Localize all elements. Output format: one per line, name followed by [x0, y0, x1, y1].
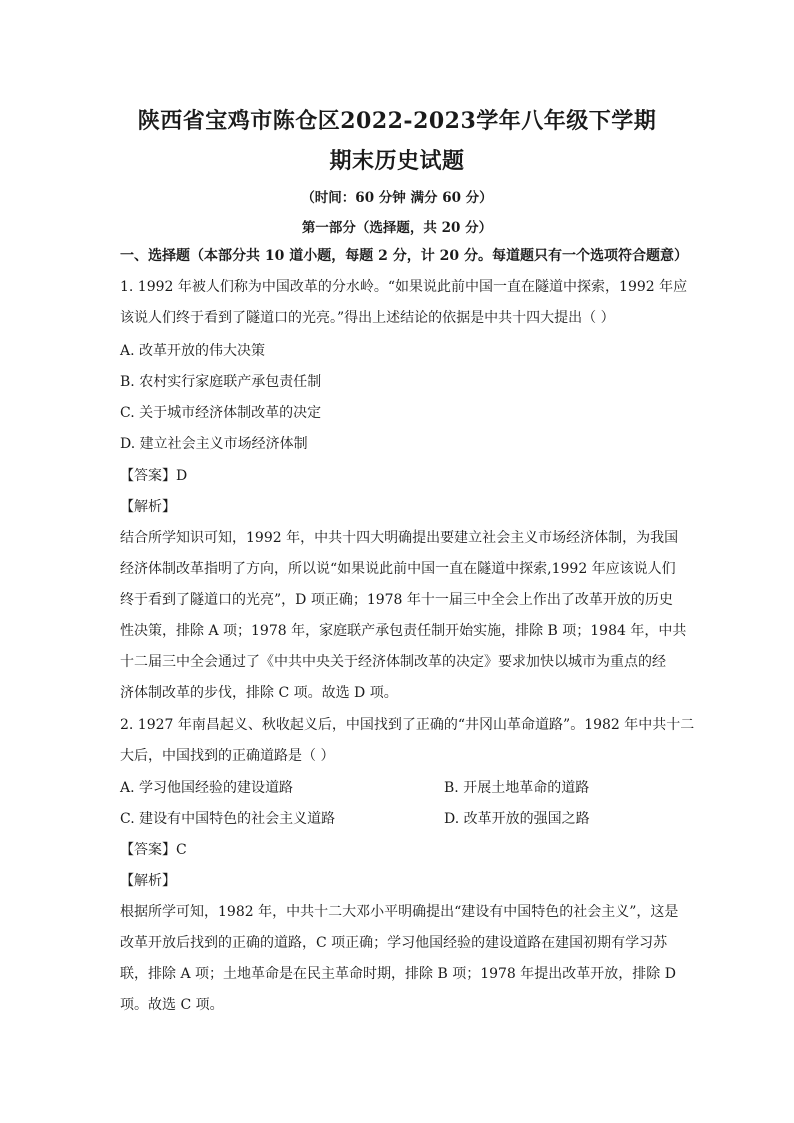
q1-option-d: D. 建立社会主义市场经济体制: [120, 436, 308, 452]
q1-analysis-line1: 结合所学知识可知，1992 年，中共十四大明确提出要建立社会主义市场经济体制，为我国: [120, 530, 679, 546]
q2-option-c: C. 建设有中国特色的社会主义道路: [120, 811, 336, 827]
q1-analysis-line3: 终于看到了隧道口的光亮”，D 项正确；1978 年十一届三中全会上作出了改革开放的历史: [120, 592, 673, 608]
q2-option-d: D. 改革开放的强国之路: [444, 811, 590, 827]
q1-analysis-label: 【解析】: [120, 499, 176, 515]
exam-title-line2: 期末历史试题: [329, 148, 465, 174]
q2-analysis-line2: 改革开放后找到的正确的道路，C 项正确；学习他国经验的建设道路在建国初期有学习苏: [120, 935, 668, 951]
q1-analysis-line2: 经济体制改革指明了方向，所以说“如果说此前中国一直在隧道中探索,1992 年应该说人们: [120, 561, 676, 577]
q2-stem-line1: 2. 1927 年南昌起义、秋收起义后，中国找到了正确的“井冈山革命道路”。1982 年中共十二: [120, 717, 695, 733]
q1-option-b: B. 农村实行家庭联产承包责任制: [120, 374, 322, 390]
q1-analysis-line4: 性决策，排除 A 项；1978 年，家庭联产承包责任制开始实施，排除 B 项；1984 年，中共: [120, 623, 687, 639]
exam-meta: （时间：60 分钟 满分 60 分）: [301, 190, 493, 206]
q2-analysis-line3: 联，排除 A 项；土地革命是在民主革命时期，排除 B 项；1978 年提出改革开放，排除 D: [120, 966, 676, 982]
q1-analysis-line5: 十二届三中全会通过了《中共中央关于经济体制改革的决定》要求加快以城市为重点的经: [120, 654, 666, 670]
q1-analysis-line6: 济体制改革的步伐，排除 C 项。故选 D 项。: [120, 685, 398, 701]
q1-stem-line1: 1. 1992 年被人们称为中国改革的分水岭。“如果说此前中国一直在隧道中探索，1992 年应: [120, 279, 688, 295]
section-heading: 一、选择题（本部分共 10 道小题，每题 2 分，计 20 分。每道题只有一个选项符合题意）: [120, 248, 688, 264]
exam-title-line1: 陕西省宝鸡市陈仓区2022-2023学年八年级下学期: [137, 108, 657, 134]
q2-stem-line2: 大后，中国找到的正确道路是（ ）: [120, 748, 335, 764]
q2-analysis-line4: 项。故选 C 项。: [120, 997, 224, 1013]
q2-option-a: A. 学习他国经验的建设道路: [120, 780, 294, 796]
q1-option-c: C. 关于城市经济体制改革的决定: [120, 405, 322, 421]
q2-option-b: B. 开展土地革命的道路: [444, 780, 590, 796]
part-heading: 第一部分（选择题，共 20 分）: [301, 220, 493, 236]
q2-answer: 【答案】C: [120, 842, 187, 858]
q1-stem-line2: 该说人们终于看到了隧道口的光亮。”得出上述结论的依据是中共十四大提出（ ）: [120, 310, 615, 326]
q1-option-a: A. 改革开放的伟大决策: [120, 343, 266, 359]
q1-answer: 【答案】D: [120, 468, 188, 484]
q2-analysis-line1: 根据所学可知，1982 年，中共十二大邓小平明确提出“建设有中国特色的社会主义”，这是: [120, 904, 679, 920]
q2-analysis-label: 【解析】: [120, 873, 176, 889]
